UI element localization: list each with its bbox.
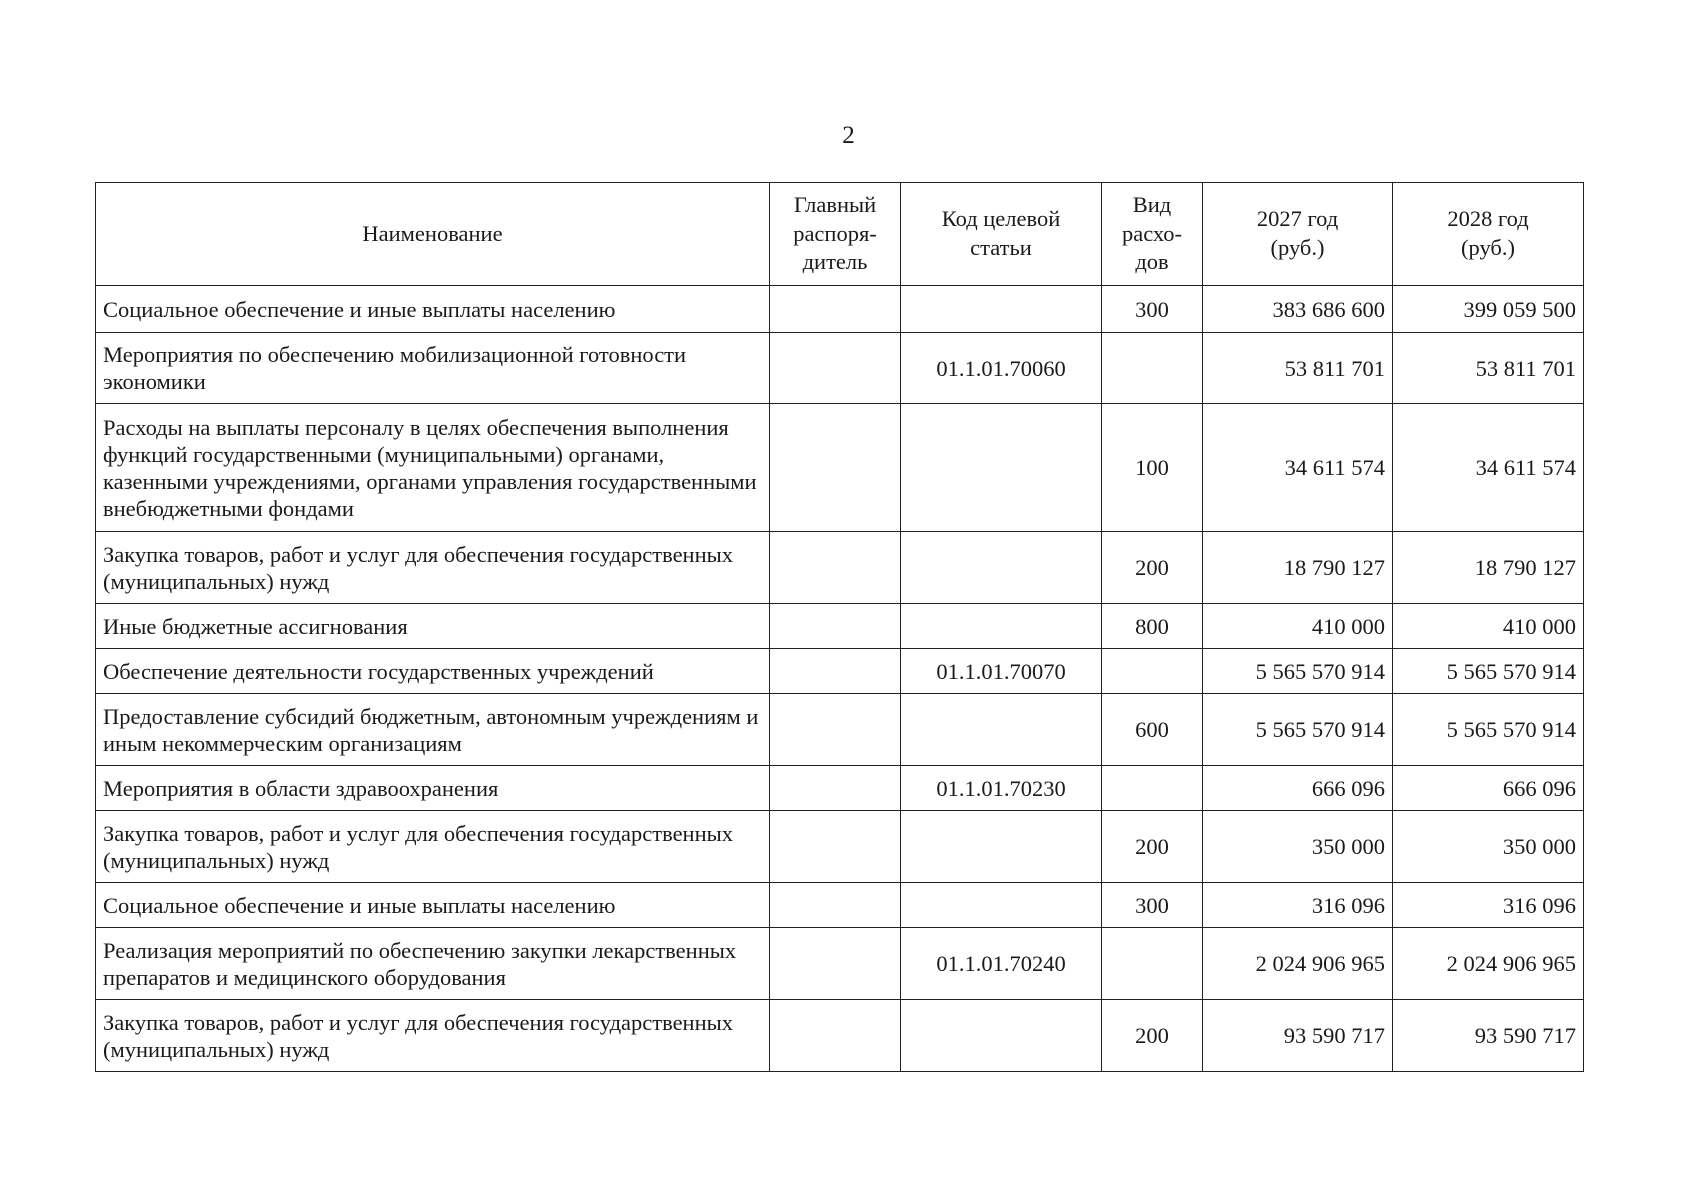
cell-amount-2027: 53 811 701 xyxy=(1203,333,1393,404)
header-year-2028: 2028 год (руб.) xyxy=(1393,183,1584,286)
cell-expense-type xyxy=(1102,649,1203,694)
cell-target-code xyxy=(901,604,1102,649)
cell-expense-type: 300 xyxy=(1102,883,1203,928)
cell-name: Предоставление субсидий бюджетным, автономным учреждениям и иным некоммерческим организациям xyxy=(96,694,770,766)
table-row xyxy=(96,286,1584,333)
cell-chief-manager xyxy=(770,532,901,604)
table-header-row xyxy=(96,183,1584,286)
cell-name: Закупка товаров, работ и услуг для обеспечения государственных (муниципальных) нужд xyxy=(96,532,770,604)
cell-chief-manager xyxy=(770,694,901,766)
cell-target-code xyxy=(901,404,1102,532)
cell-expense-type: 200 xyxy=(1102,1000,1203,1072)
cell-amount-2027: 410 000 xyxy=(1203,604,1393,649)
cell-name: Мероприятия по обеспечению мобилизационной готовности экономики xyxy=(96,333,770,404)
cell-amount-2028: 18 790 127 xyxy=(1393,532,1584,604)
cell-amount-2028: 53 811 701 xyxy=(1393,333,1584,404)
table-row xyxy=(96,694,1584,766)
header-chief-manager: Главный распоря- дитель xyxy=(770,183,901,286)
cell-name: Социальное обеспечение и иные выплаты населению xyxy=(96,883,770,928)
cell-name: Расходы на выплаты персоналу в целях обеспечения выполнения функций государственными (муниципальными) органами, казенными учреждениями, органами управления государственными внебюджетными фондами xyxy=(96,404,770,532)
cell-target-code xyxy=(901,1000,1102,1072)
cell-chief-manager xyxy=(770,404,901,532)
table-row xyxy=(96,649,1584,694)
cell-amount-2028: 2 024 906 965 xyxy=(1393,928,1584,1000)
cell-expense-type xyxy=(1102,766,1203,811)
cell-amount-2027: 383 686 600 xyxy=(1203,286,1393,333)
cell-expense-type: 600 xyxy=(1102,694,1203,766)
cell-chief-manager xyxy=(770,1000,901,1072)
cell-target-code xyxy=(901,694,1102,766)
cell-chief-manager xyxy=(770,333,901,404)
header-year-2027: 2027 год (руб.) xyxy=(1203,183,1393,286)
cell-expense-type: 100 xyxy=(1102,404,1203,532)
cell-amount-2027: 2 024 906 965 xyxy=(1203,928,1393,1000)
cell-amount-2028: 350 000 xyxy=(1393,811,1584,883)
cell-amount-2027: 93 590 717 xyxy=(1203,1000,1393,1072)
cell-target-code xyxy=(901,532,1102,604)
table-row xyxy=(96,532,1584,604)
cell-amount-2027: 350 000 xyxy=(1203,811,1393,883)
cell-name: Закупка товаров, работ и услуг для обеспечения государственных (муниципальных) нужд xyxy=(96,811,770,883)
cell-amount-2028: 666 096 xyxy=(1393,766,1584,811)
cell-amount-2028: 399 059 500 xyxy=(1393,286,1584,333)
cell-name: Социальное обеспечение и иные выплаты населению xyxy=(96,286,770,333)
cell-name: Закупка товаров, работ и услуг для обеспечения государственных (муниципальных) нужд xyxy=(96,1000,770,1072)
cell-expense-type: 200 xyxy=(1102,811,1203,883)
cell-name: Реализация мероприятий по обеспечению закупки лекарственных препаратов и медицинского оборудования xyxy=(96,928,770,1000)
cell-chief-manager xyxy=(770,286,901,333)
header-name: Наименование xyxy=(96,183,770,286)
cell-target-code xyxy=(901,286,1102,333)
cell-amount-2028: 410 000 xyxy=(1393,604,1584,649)
cell-amount-2028: 5 565 570 914 xyxy=(1393,649,1584,694)
cell-target-code: 01.1.01.70240 xyxy=(901,928,1102,1000)
cell-amount-2027: 34 611 574 xyxy=(1203,404,1393,532)
cell-chief-manager xyxy=(770,649,901,694)
table-row xyxy=(96,1000,1584,1072)
header-expense-type: Вид расхо- дов xyxy=(1102,183,1203,286)
cell-amount-2028: 316 096 xyxy=(1393,883,1584,928)
cell-expense-type: 800 xyxy=(1102,604,1203,649)
cell-expense-type: 300 xyxy=(1102,286,1203,333)
cell-amount-2028: 5 565 570 914 xyxy=(1393,694,1584,766)
budget-table xyxy=(95,182,1584,1072)
cell-target-code: 01.1.01.70060 xyxy=(901,333,1102,404)
header-target-code: Код целевой статьи xyxy=(901,183,1102,286)
cell-amount-2027: 316 096 xyxy=(1203,883,1393,928)
cell-chief-manager xyxy=(770,811,901,883)
cell-expense-type: 200 xyxy=(1102,532,1203,604)
cell-target-code xyxy=(901,883,1102,928)
cell-amount-2028: 93 590 717 xyxy=(1393,1000,1584,1072)
cell-name: Мероприятия в области здравоохранения xyxy=(96,766,770,811)
cell-amount-2027: 666 096 xyxy=(1203,766,1393,811)
page-number: 2 xyxy=(842,122,855,149)
cell-chief-manager xyxy=(770,883,901,928)
cell-amount-2028: 34 611 574 xyxy=(1393,404,1584,532)
cell-name: Обеспечение деятельности государственных учреждений xyxy=(96,649,770,694)
table-row xyxy=(96,883,1584,928)
cell-target-code xyxy=(901,811,1102,883)
cell-chief-manager xyxy=(770,766,901,811)
table-row xyxy=(96,604,1584,649)
cell-amount-2027: 5 565 570 914 xyxy=(1203,649,1393,694)
cell-chief-manager xyxy=(770,928,901,1000)
cell-amount-2027: 18 790 127 xyxy=(1203,532,1393,604)
cell-target-code: 01.1.01.70070 xyxy=(901,649,1102,694)
table-row xyxy=(96,928,1584,1000)
table-row xyxy=(96,766,1584,811)
table-row xyxy=(96,404,1584,532)
table-row xyxy=(96,333,1584,404)
cell-name: Иные бюджетные ассигнования xyxy=(96,604,770,649)
table-row xyxy=(96,811,1584,883)
cell-chief-manager xyxy=(770,604,901,649)
cell-expense-type xyxy=(1102,928,1203,1000)
cell-target-code: 01.1.01.70230 xyxy=(901,766,1102,811)
cell-expense-type xyxy=(1102,333,1203,404)
cell-amount-2027: 5 565 570 914 xyxy=(1203,694,1393,766)
